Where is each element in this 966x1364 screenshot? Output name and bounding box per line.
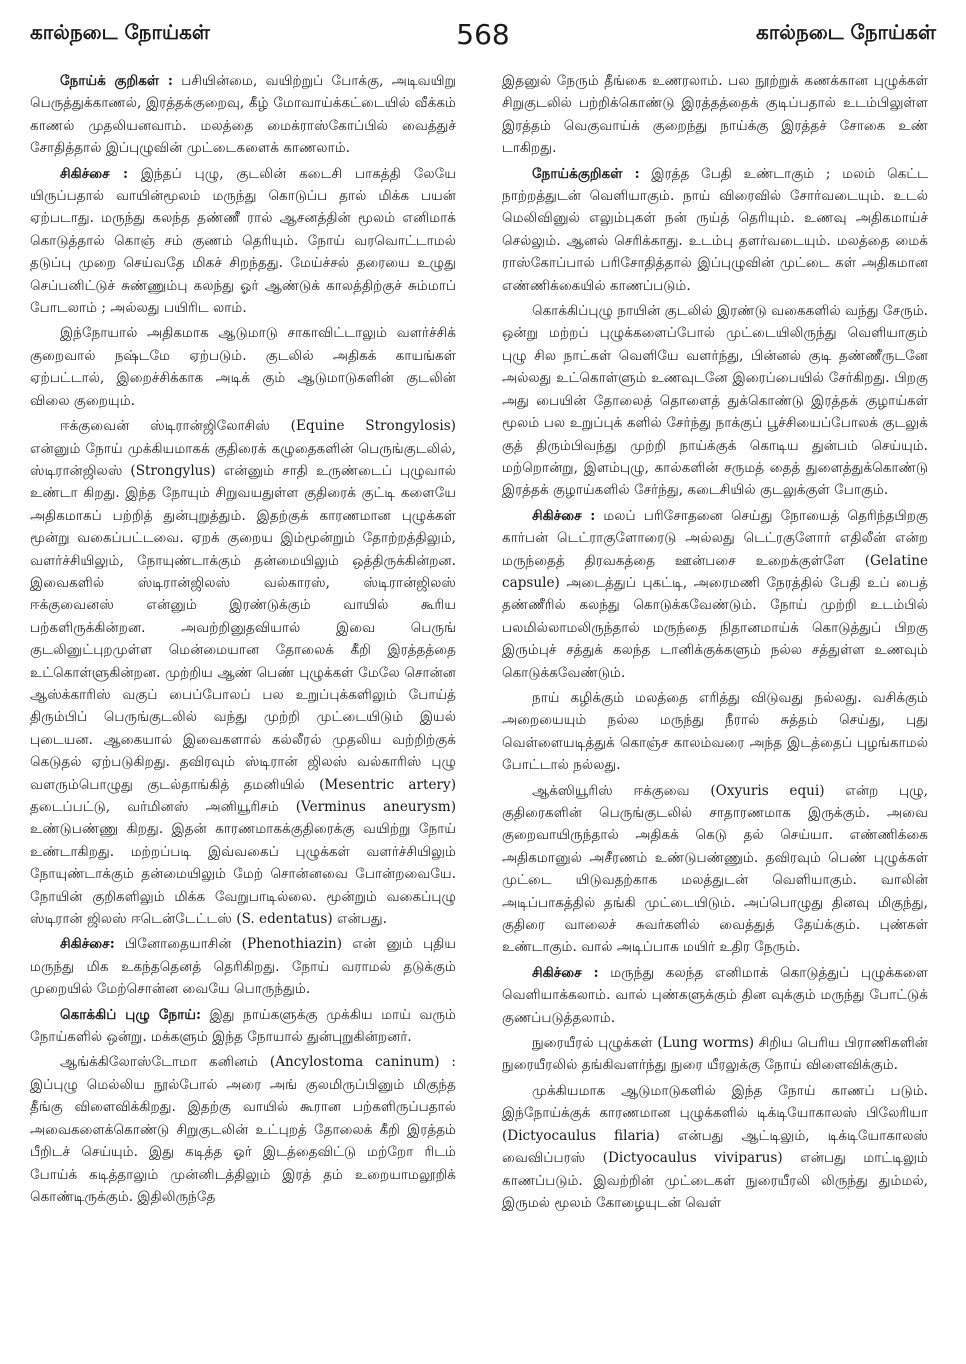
paragraph (30, 933, 456, 1000)
paragraph (30, 322, 456, 412)
paragraph-text: ஆங்க்கிலோஸ்டோமா கனினம் (Ancylostoma caninum) : இப்புழு மெல்லிய நூல்போல் அரை அங் குலமிருப்பினும் மிகுந்த தீங்கு விளைவிக்கிறது. இதற்கு வாயில் கூரான பற்களிருப்பதால் அவைகளைக்கொண்டு சிறுகுடலின் உட்புறத் தோலைக் கீறி இரத்தம் பீறிடச் செய்யும். இது கடித்த ஓர் இடத்தைவிட்டு மற்றோ ரிடம் போய்க் கடித்தாலும் முன்னிடத்திலும் இரத் தம் உறையாமலூறிக் கொண்டிருக்கும். இதிலிருந்தே (30, 1054, 456, 1205)
paragraph (30, 1051, 456, 1208)
paragraph-lead: சிகிச்சை: (60, 936, 115, 953)
paragraph-lead: நோய்க் குறிகள் : (60, 73, 173, 89)
paragraph-text: ஆக்ஸியூரிஸ் ஈக்குவை (Oxyuris equi) என்ற புழு, குதிரைகளின் பெருங்குடலில் சாதாரணமாக இருக்கும். அவை குறைவாயிருந்தால் அதிகக் கெடு தல் செய்யா. எண்ணிக்கை அதிகமானுல் அசீரணம் உண்டுபண்ணும். தவிரவும் பெண் புழுக்கள் முட்டை யிடுவதற்காக மலத்துடன் வெளியாகும். வாலின் அடிப்பாகத்தில் தங்கி முட்டையிடும். அப்பொழுது தினவு மிகுந்து, குதிரை வாலைச் சுவர்களில் வைத்துத் தேய்க்கும். புண்கள் உண்டாகும். வால் அடிப்பாக மயிர் உதிர நேரும். (502, 782, 928, 956)
paragraph (30, 415, 456, 930)
page-number: 568 (456, 18, 510, 51)
paragraph-text: இது நாய்களுக்கு முக்கிய மாய் வரும் நோய்களில் ஒன்று. மக்களும் இந்த நோயால் துன்புறுகின்றனர். (30, 1006, 456, 1046)
page-header (30, 18, 936, 58)
paragraph (502, 1032, 928, 1077)
running-title-right: கால்நடை நோய்கள் (756, 20, 936, 44)
paragraph-lead: சிகிச்சை : (532, 964, 599, 981)
left-column (30, 70, 456, 1352)
paragraph-text: மலப் பரிசோதனை செய்து நோயைத் தெரிந்தபிறகு கார்பன் டெட்ராகுளோரைடு அல்லது டெட்ரகுளோர் எதிலீன் என்ற மருந்தைத் திரவகத்தை ஊன்பசை உறைக்குள்ளே (Gelatine capsule) அடைத்துப் புகட்டி, அரைமணி நேரத்தில் பேதி உப் பைத் தண்ணீரில் கலந்து கொடுக்கவேண்டும். நோய் முற்றி உடம்பில் பலமில்லாமலிருந்தால் மருந்தை நிதானமாய்க் கொடுத்துப் பிறகு இரும்புச் சத்துக் கலந்த டானிக்குக்களும் நல்ல சத்துள்ள உணவும் கொடுக்கவேண்டும். (502, 507, 928, 681)
paragraph (30, 1004, 456, 1049)
paragraph-text: இரத்த பேதி உண்டாகும் ; மலம் கெட்ட நாற்றத்துடன் வெளியாகும். நாய் விரைவில் சோர்வடையும். உடல் மெலிவினுல் எலும்புகள் நன் ருய்த் தெரியும். உணவு அதிகமாய்ச் செல்லும். ஆனல் செரிக்காது. உடம்பு தளர்வடையும். மலத்தை மைக் ராஸ்கோப்பால் பரிசோதித்தால் இப்புழுவின் முட்டை கள் அதிகமான எண்ணிக்கையில் காணப்படும். (502, 165, 928, 294)
paragraph-text: நுரையீரல் புழுக்கள் (Lung worms) சிறிய பெரிய பிராணிகளின் நுரையீரலில் தங்கிவளர்ந்து நுரை யீரலுக்கு நோய் விளைவிக்கும். (502, 1035, 928, 1074)
paragraph (502, 70, 928, 160)
paragraph-text: பினோதையாசின் (Phenothiazin) என் னும் புதிய மருந்து மிக உகந்ததெனத் தெரிகிறது. நோய் வராமல் தடுக்கும் முறையில் மேற்சொன்ன வையே பொருந்தும். (30, 936, 456, 998)
paragraph-text: இதனுல் நேரும் தீங்கை உணரலாம். பல நூற்றுக் கணக்கான புழுக்கள் சிறுகுடலில் பற்றிக்கொண்டு இரத்தத்தைக் குடிப்பதால் உடம்பிலுள்ள இரத்தம் வெகுவாய்க் குறைந்து நாய்க்கு இரத்தச் சோகை உண் டாகிறது. (502, 73, 928, 157)
paragraph (502, 300, 928, 502)
paragraph-text: இந்நோயால் அதிகமாக ஆடுமாடு சாகாவிட்டாலும் வளர்ச்சிக் குறைவால் நஷ்டமே ஏற்படும். குடலில் அதிகக் காயங்கள் ஏற்பட்டால், இறைச்சிக்காக அடிக் கும் ஆடுமாடுகளின் குடலின் விலை குறையும். (30, 325, 456, 409)
paragraph (502, 163, 928, 297)
paragraph-text: ஈக்குவைன் ஸ்டிரான்ஜிலோசிஸ் (Equine Strongylosis) என்னும் நோய் முக்கியமாகக் குதிரைக் கழுதைகளின் பெருங்குடலில், ஸ்டிரான்ஜிலஸ் (Strongylus) என்னும் சாதி உருண்டைப் புழுவால் உண்டா கிறது. இந்த நோயும் சிறுவயதுள்ள குதிரைக் குட்டி களையே அதிகமாகப் பற்றித் துன்புறுத்தும். இதற்குக் காரணமான புழுக்கள் மூன்று வகைப்பட்டவை. ஏறக் குறைய இம்மூன்றும் தோற்றத்திலும், வளர்ச்சியிலும், நோயுண்டாக்கும் தன்மையிலும் ஒத்திருக்கின்றன. இவைகளில் ஸ்டிரான்ஜிலஸ் வல்காரஸ், ஸ்டிரான்ஜிலஸ் ஈக்குவைனஸ் என்னும் இரண்டுக்கும் வாயில் கூரிய பற்களிருக்கின்றன. அவற்றினுதவியால் இவை பெருங் குடலினுட்புறமுள்ள மென்மையான தோலைக் கீறி இரத்தத்தை உட்கொள்ளுகின்றன. முற்றிய ஆண் பெண் புழுக்கள் மேலே சொன்ன ஆஸ்க்காரிஸ் வகுப் பைப்போலப் பல உறுப்புக்களிலும் போய்த் திரும்பிப் பெருங்குடலில் வந்து முற்றி முட்டையிடும் இயல் புடையன. ஆகையால் இவைகளால் கல்லீரல் முதலிய வற்றிற்குக் கெடுதல் ஏற்படுகிறது. தவிரவும் ஸ்டிரான் ஜிலஸ் வல்காரிஸ் புழு வளரும்பொழுது குடல்தாங்கித் தமனியில் (Mesentric artery) தடைப்பட்டு, வர்மினஸ் அனியூரிசம் (Verminus aneurysm) உண்டுபண்ணு கிறது. இதன் காரணமாகக்குதிரைக்கு வயிற்று நோய் உண்டாகிறது. மற்றப்படி இவ்வகைப் புழுக்கள் வளர்ச்சியிலும் நோயுண்டாக்கும் தன்மையிலும் மேற் சொன்னவை போன்றவையே. நோயின் குறிகளிலும் மிக்க வேறுபாடில்லை. மூன்றும் வகைப்புழு ஸ்டிரான் ஜிலஸ் ஈடென்டேட்டஸ் (S. edentatus) என்பது. (30, 418, 456, 928)
paragraph (502, 505, 928, 684)
paragraph (502, 962, 928, 1029)
paragraph-text: கொக்கிப்புழு நாயின் குடலில் இரண்டு வகைகளில் வந்து சேரும். ஒன்று மற்றப் புழுக்களைப்போல் முட்டையிலிருந்து வெளியாகும் புழு சில நாட்கள் வெளியே வளர்ந்து, பின்னல் குடி தண்ணீருடனே அல்லது உட்கொள்ளும் உணவுடனே இரைப்பையில் சேர்கிறது. பிறகு அது பையின் தோலைத் தொளைத் துக்கொண்டு இரத்தக் குழாய்கள் மூலம் பல உறுப்புக் களில் சேர்ந்து நாக்குப் பூச்சியைப்போலக் குடலுக் குத் திரும்பிவந்து முற்றி நாய்க்குக் கொடிய துன்பம் செய்யும். மற்றொன்று, இளம்புழு, கால்களின் சருமத் தைத் துளைத்துக்கொண்டு இரத்தக் குழாய்களில் சேர்ந்து, கடைசியில் குடலுக்குள் போகும். (502, 303, 928, 499)
paragraph-text: இந்தப் புழு, குடலின் கடைசி பாகத்தி லேயே யிருப்பதால் வாயின்மூலம் மருந்து கொடுப்ப தால் மிக்க பயன் ஏற்படாது. மருந்து கலந்த தண்ணீ ரால் ஆசனத்தின் மூலம் எனிமாக் கொடுத்தால் கொஞ் சம் குணம் தெரியும். நோய் வரவொட்டாமல் தடுப்பு முறை செய்வதே மிகச் சிறந்தது. மேய்ச்சல் தரையை உழுது செப்பனிட்டுச் சுண்ணும்பு கலந்து ஓர் ஆண்டுக் காலத்திற்குச் சும்மாப் போடலாம் ; அல்லது பயிரிட லாம். (30, 165, 456, 317)
paragraph (502, 687, 928, 777)
paragraph-lead: சிகிச்சை : (60, 165, 128, 182)
running-title-left: கால்நடை நோய்கள் (30, 20, 210, 44)
paragraph-text: பசியின்மை, வயிற்றுப் போக்கு, அடிவயிறு பெருத்துக்காணல், இரத்தக்குறைவு, கீழ் மோவாய்க்கட்டையில் வீக்கம் காணல் முதலியனவாம். மலத்தை மைக்ராஸ்கோப்பில் வைத்துச் சோதித்தால் இப்புழுவின் முட்டைகளைக் காணலாம். (30, 73, 456, 157)
right-column (502, 70, 928, 1352)
paragraph (502, 780, 928, 959)
paragraph-text: முக்கியமாக ஆடுமாடுகளில் இந்த நோய் காணப் படும். இந்நோய்க்குக் காரணமான புழுக்களில் டிக்டியோகாலஸ் பிலேரியா (Dictyocaulus filaria) என்பது ஆட்டிலும், டிக்டியோகாலஸ் வைவிப்பரஸ் (Dictyocaulus viviparus) என்பது மாட்டிலும் காணப்படும். இவற்றின் முட்டைகள் நுரையீரலி லிருந்து தும்மல், இருமல் மூலம் கோழையுடன் வெள் (502, 1082, 928, 1211)
paragraph (30, 70, 456, 160)
paragraph-lead: நோய்க்குறிகள் : (532, 165, 640, 182)
paragraph (502, 1080, 928, 1214)
paragraph-lead: சிகிச்சை : (532, 507, 596, 524)
paragraph-lead: கொக்கிப் புழு நோய்: (60, 1006, 202, 1023)
paragraph (30, 163, 456, 320)
paragraph-text: மருந்து கலந்த எனிமாக் கொடுத்துப் புழுக்களை வெளியாக்கலாம். வால் புண்களுக்கும் தின வுக்கும் மருந்து போட்டுக் குணப்படுத்தலாம். (502, 964, 928, 1026)
paragraph-text: நாய் கழிக்கும் மலத்தை எரித்து விடுவது நல்லது. வசிக்கும் அறையையும் நல்ல மருந்து நீரால் சுத்தம் செய்து, புது வெள்ளையடித்துக் கொஞ்ச காலம்வரை அந்த இடத்தைப் புழங்காமல் போட்டால் நல்லது. (502, 689, 928, 774)
